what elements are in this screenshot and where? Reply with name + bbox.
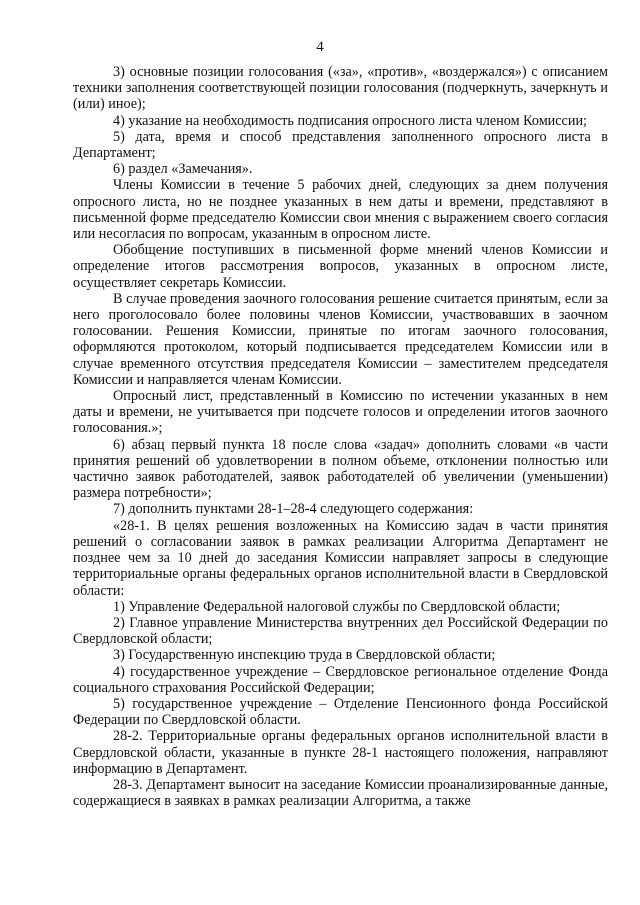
paragraph-item-3: 3) основные позиции голосования («за», «против», «воздержался») с описанием техники заполнения соответствующей позиции голосования (подчеркнуть, зачеркнуть и (или) иное); bbox=[73, 64, 608, 113]
paragraph-list-5: 5) государственное учреждение – Отделение Пенсионного фонда Российской Федерации по Свердловской области. bbox=[73, 695, 608, 729]
paragraph-list-4: 4) государственное учреждение – Свердловское региональное отделение Фонда социального страхования Российской Федерации; bbox=[73, 663, 608, 696]
paragraph-amendment-6: 6) абзац первый пункта 18 после слова «задач» дополнить словами «в части принятия решений об удовлетворении в полном объеме, отклонении полностью или частично заявок работодателей, заявок работодателей об увеличении (уменьшении) размера потребности»; bbox=[73, 436, 608, 502]
paragraph-late-questionnaire: Опросный лист, представленный в Комиссию по истечении указанных в нем даты и времени, не учитывается при подсчете голосов и определении итогов заочного голосования.»; bbox=[73, 388, 608, 437]
paragraph-item-6: 6) раздел «Замечания». bbox=[113, 161, 253, 178]
page-number: 4 bbox=[316, 39, 324, 55]
paragraph-clause-28-1: «28-1. В целях решения возложенных на Комиссию задач в части принятия решений о согласовании заявок в рамках реализации Алгоритма Департамент не позднее чем за 10 дней до заседания Комиссии направляет запросы в следующие территориальные органы федеральных органов исполнительной власти в Свердловской области: bbox=[73, 517, 608, 599]
document-body bbox=[73, 64, 608, 809]
paragraph-list-3: 3) Государственную инспекцию труда в Свердловской области; bbox=[113, 647, 496, 664]
paragraph-clause-28-3: 28-3. Департамент выносит на заседание Комиссии проанализированные данные, содержащиеся в заявках в рамках реализации Алгоритма, а также bbox=[73, 776, 608, 810]
paragraph-amendment-7: 7) дополнить пунктами 28-1–28-4 следующего содержания: bbox=[113, 501, 474, 518]
paragraph-clause-28-2: 28-2. Территориальные органы федеральных органов исполнительной власти в Свердловской области, указанные в пункте 28-1 настоящего положения, направляют информацию в Департамент. bbox=[73, 728, 608, 777]
paragraph-summary-secretary: Обобщение поступивших в письменной форме мнений членов Комиссии и определение итогов рассмотрения вопросов, указанных в опросном листе, осуществляет секретарь Комиссии. bbox=[73, 242, 608, 291]
paragraph-members-opinions: Члены Комиссии в течение 5 рабочих дней, следующих за днем получения опросного листа, но не позднее указанных в нем даты и времени, представляют в письменной форме председателю Комиссии свои мнения с выражением своего согласия или несогласия по вопросам, указанным в опросном листе. bbox=[73, 177, 608, 243]
paragraph-list-1: 1) Управление Федеральной налоговой службы по Свердловской области; bbox=[113, 598, 561, 615]
paragraph-item-5: 5) дата, время и способ представления заполненного опросного листа в Департамент; bbox=[73, 128, 608, 162]
paragraph-absentee-voting: В случае проведения заочного голосования решение считается принятым, если за него проголосовало более половины членов Комиссии, участвовавших в заочном голосовании. Решения Комиссии, принятые по итогам заочного голосования, оформляются протоколом, который подписывается председателем Комиссии или в случае временного отсутствия председателя Комиссии – заместителем председателя Комиссии и направляется членам Комиссии. bbox=[73, 290, 608, 388]
paragraph-list-2: 2) Главное управление Министерства внутренних дел Российской Федерации по Свердловской области; bbox=[73, 614, 608, 648]
paragraph-item-4: 4) указание на необходимость подписания опросного листа членом Комиссии; bbox=[113, 112, 587, 129]
